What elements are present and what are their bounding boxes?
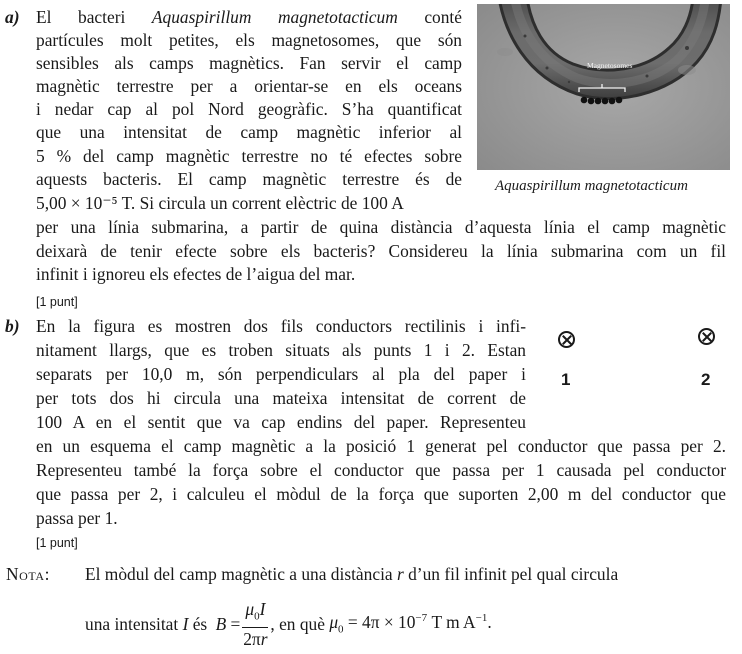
part-b-line: En la figura es mostren dos fils conductors rectilinis i infi- — [36, 316, 526, 336]
wire-2-into-page-icon — [698, 328, 715, 345]
part-b-line: en un esquema el camp magnètic a la posició 1 generat pel conductor que passa per 2. — [36, 436, 726, 456]
wire-1-into-page-icon — [558, 331, 575, 348]
part-b-line: Representeu també la força sobre el conductor que passa per 1 causada pel conductor — [36, 460, 726, 480]
magnetosomes-label: Magnetosomes — [587, 61, 633, 70]
part-a-line: sensibles als camps magnètics. Fan servir el camp — [36, 53, 462, 73]
part-a-line: i nedar cap al pol Nord geogràfic. S’ha quantificat — [36, 99, 462, 119]
part-b-line: 100 A en el sentit que va cap endins del paper. Representeu — [36, 412, 526, 432]
part-b-line: per tots dos hi circula una mateixa intensitat de corrent de — [36, 388, 526, 408]
micrograph-caption: Aquaspirillum magnetotacticum — [495, 178, 688, 194]
part-a-points: [1 punt] — [36, 295, 78, 309]
part-a-line: per una línia submarina, a partir de quina distància d’aquesta línia el camp magnètic — [36, 217, 726, 237]
part-b-points: [1 punt] — [36, 536, 78, 550]
formula-mu0: $\mu_0 = 4\pi \times 10^{-7}$ T m $A^{-1}$. — [329, 612, 492, 636]
part-b-line: que passa per 2, i calculeu el mòdul de la força que suporten 2,00 m del conductor que — [36, 484, 726, 504]
bacterium-micrograph — [477, 4, 730, 170]
wire-1-label: 1 — [561, 370, 571, 389]
part-a-line: 5,00 × 10⁻⁵ T. Si circula un corrent elèctric de 100 A — [36, 193, 404, 213]
formula-numerator: $\mu_0I$ — [242, 598, 268, 628]
part-a-line-1: El bacteri Aquaspirillum magnetotacticum conté — [36, 7, 462, 27]
part-a-line: partícules molt petites, els magnetosomes, que són — [36, 30, 462, 50]
part-b-line: passa per 1. — [36, 508, 118, 528]
part-b-line: separats per 10,0 m, són perpendiculars al pla del paper i — [36, 364, 526, 384]
note-line-2: una intensitat I és B = $\frac{\mu_0I}{2\pi r}$ , en què $\mu_0 = 4\pi \times 10^{-7}$ T m $A^{-1}$. — [85, 599, 492, 650]
formula-lhs: B = — [215, 614, 241, 635]
part-b-label: b) — [5, 316, 20, 336]
part-a-line: deixarà de tenir efecte sobre els bacteris? Considereu la línia submarina com un fil — [36, 241, 726, 261]
part-a-line: aquests bacteris. El camp magnètic terrestre és de — [36, 169, 462, 189]
part-a-line: infinit i ignoreu els efectes de l’aigua del mar. — [36, 264, 356, 284]
part-a-label: a) — [5, 7, 20, 27]
species-name-inline: Aquaspirillum magnetotacticum — [151, 7, 398, 27]
formula-denominator: 2πr — [243, 629, 268, 650]
part-a-line: que una intensitat de camp magnètic inferior al — [36, 122, 462, 142]
part-b-line: nitament llargs, que es troben situats als punts 1 i 2. Estan — [36, 340, 526, 360]
bacterium-image — [477, 4, 730, 170]
part-a-line: magnètic terrestre per a orientar-se en els oceans — [36, 76, 462, 96]
wire-2-label: 2 — [701, 370, 711, 389]
note-label: Nota: — [6, 564, 51, 584]
formula-tail: , en què — [270, 614, 325, 635]
note-line-1: El mòdul del camp magnètic a una distància r d’un fil infinit pel qual circula — [85, 564, 619, 584]
part-a-line: 5 % del camp magnètic terrestre no té efectes sobre — [36, 146, 462, 166]
formula-fraction — [242, 598, 268, 650]
